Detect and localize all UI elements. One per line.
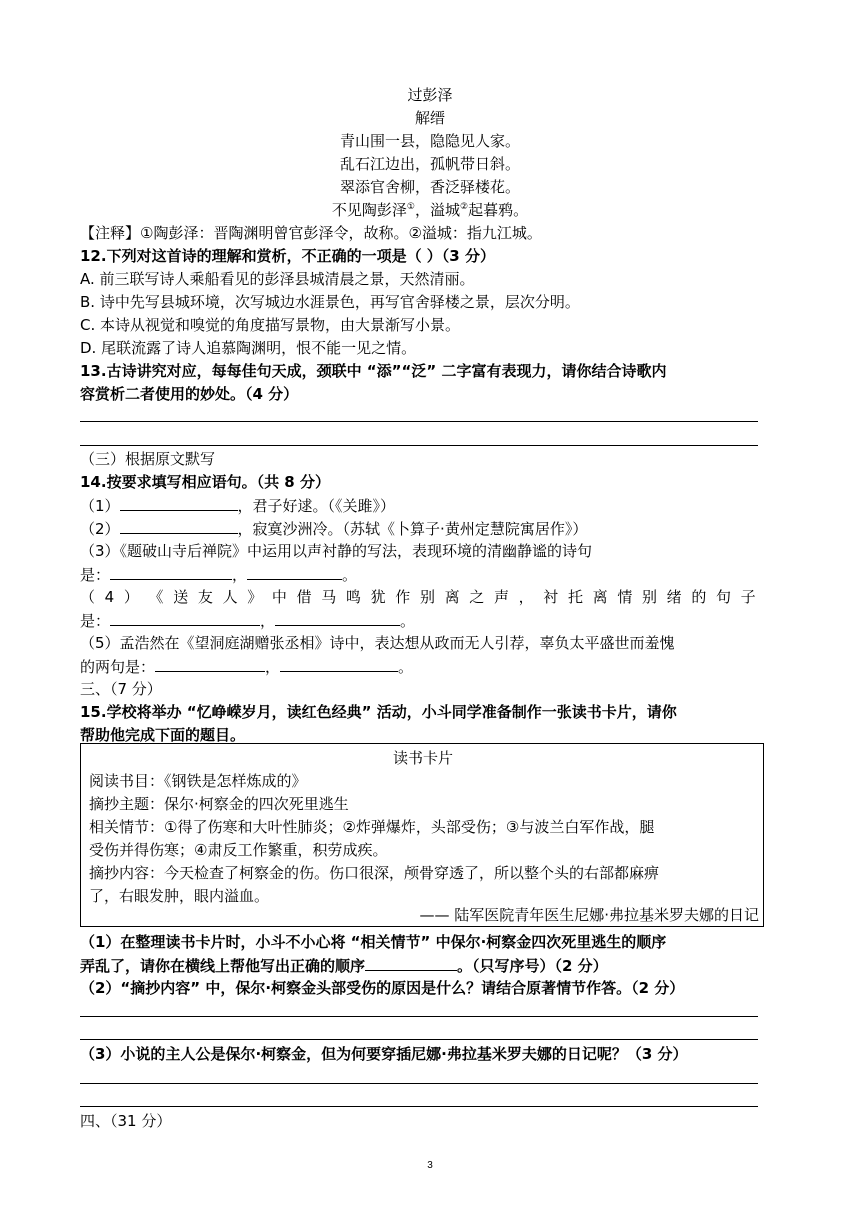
fill-blank[interactable] [247, 563, 342, 580]
poem-author: 解缙 [414, 109, 445, 127]
fill-blank[interactable] [120, 494, 238, 511]
reading-card [80, 743, 764, 927]
q12-option-d: D. 尾联流露了诗人追慕陶渊明，恨不能一见之情。 [80, 339, 417, 357]
q12-option-c: C. 本诗从视觉和嗅觉的角度描写景物，由大景渐写小景。 [80, 316, 461, 334]
answer-line[interactable] [80, 421, 758, 422]
answer-line[interactable] [80, 1083, 758, 1084]
q15-line-1: 15.学校将举办 “忆峥嵘岁月，读红色经典” 活动，小斗同学准备制作一张读书卡片，请你 [80, 703, 677, 721]
spaced-char: 声 [493, 588, 509, 606]
card-source: —— 陆军医院青年医生尼娜·弗拉基米罗夫娜的日记 [419, 906, 759, 924]
item-prefix: 是： [80, 612, 111, 630]
q14-item-4-line-1 [80, 586, 780, 609]
item-prefix: 的两句是： [80, 658, 156, 676]
q15-sub1-text-a: 弄乱了，请你在横线上帮他写出正确的顺序 [80, 957, 366, 975]
spaced-sentence [80, 586, 756, 609]
q14-stem: 14.按要求填写相应语句。（共 8 分） [80, 473, 330, 491]
spaced-char: 马 [321, 588, 337, 606]
card-title: 读书卡片 [392, 749, 453, 767]
card-book: 阅读书目：《钢铁是怎样炼成的》 [89, 772, 307, 790]
card-plot-line-1: 相关情节：①得了伤寒和大叶性肺炎；②炸弹爆炸，头部受伤；③与波兰白军作战，腿 [89, 818, 655, 836]
spaced-char: 借 [296, 588, 312, 606]
spaced-char: 犹 [370, 588, 386, 606]
spaced-char: 中 [271, 588, 287, 606]
item-number: （1） [80, 497, 120, 515]
period: 。 [400, 612, 416, 630]
period: 。 [342, 566, 358, 584]
spaced-char: 《 [148, 588, 164, 606]
answer-line[interactable] [80, 1039, 758, 1040]
fill-blank[interactable] [120, 517, 238, 534]
spaced-char: 绪 [666, 588, 682, 606]
card-theme: 摘抄主题：保尔·柯察金的四次死里逃生 [89, 795, 349, 813]
spaced-char: 别 [641, 588, 657, 606]
q15-sub1-line-1: （1）在整理读书卡片时，小斗不小心将 “相关情节” 中保尔·柯察金四次死里逃生的顺序 [80, 933, 667, 951]
spaced-char: 鸣 [345, 588, 361, 606]
comma: ， [260, 612, 276, 630]
part-heading: 四、（31 分） [80, 1112, 172, 1130]
q12-option-a: A. 前三联写诗人乘船看见的彭泽县城清晨之景，天然清丽。 [80, 270, 475, 288]
poem-line-1: 青山围一县，隐隐见人家。 [339, 132, 520, 150]
answer-line[interactable] [80, 1106, 758, 1107]
poem-line-4-part-b: ，溢城 [414, 201, 460, 219]
poem-line-2: 乱石江边出，孤帆带日斜。 [339, 155, 520, 173]
card-excerpt-line-1: 摘抄内容：今天检查了柯察金的伤。伤口很深，颅骨穿透了，所以整个头的右部都麻痹 [89, 864, 660, 882]
item-text: ，寂寞沙洲冷。（苏轼《卜算子·黄州定慧院寓居作》） [237, 520, 588, 538]
q12-option-b: B. 诗中先写县城环境，次写城边水涯景色，再写官舍驿楼之景，层次分明。 [80, 293, 580, 311]
page-number: 3 [427, 1160, 433, 1171]
spaced-char: ， [518, 588, 534, 606]
spaced-char: 离 [444, 588, 460, 606]
q15-line-2: 帮助他完成下面的题目。 [80, 726, 246, 744]
q15-sub1-line-2 [80, 954, 780, 978]
fill-blank[interactable] [110, 563, 232, 580]
spaced-char: ） [123, 588, 139, 606]
footnote-mark-2: ② [460, 202, 469, 212]
q15-sub3: （3）小说的主人公是保尔·柯察金，但为何要穿插尼娜·弗拉基米罗夫娜的日记呢？（3 分） [80, 1045, 688, 1063]
spaced-char: 托 [567, 588, 583, 606]
spaced-char: 衬 [543, 588, 559, 606]
comma: ， [232, 566, 248, 584]
q14-item-4-line-2 [80, 609, 780, 633]
poem-title: 过彭泽 [407, 86, 453, 104]
q14-item-3-line-1: （3）《题破山寺后禅院》中运用以声衬静的写法，表现环境的清幽静谧的诗句 [80, 542, 593, 560]
poem-note: 【注释】①陶彭泽：晋陶渊明曾官彭泽令，故称。②溢城：指九江城。 [80, 224, 542, 242]
q13-line-1: 13.古诗讲究对应，每每佳句天成，颈联中 “添”“泛” 二字富有表现力，请你结合诗歌内 [80, 362, 667, 380]
q14-item-1 [80, 494, 780, 518]
fill-blank[interactable] [280, 655, 398, 672]
spaced-char: 别 [419, 588, 435, 606]
poem-line-4-part-c: 起暮鸦。 [468, 201, 529, 219]
spaced-char: 的 [691, 588, 707, 606]
spaced-char: 情 [617, 588, 633, 606]
spaced-char: 》 [247, 588, 263, 606]
footnote-mark-1: ① [406, 202, 415, 212]
poem-line-3: 翠添官舍柳，香泛驿楼花。 [339, 178, 520, 196]
q14-item-5-line-1: （5）孟浩然在《望洞庭湖赠张丞相》诗中，表达想从政而无人引荐，辜负太平盛世而羞愧 [80, 634, 675, 652]
q12-stem: 12.下列对这首诗的理解和赏析，不正确的一项是（ ）（3 分） [80, 247, 495, 265]
card-excerpt-line-2: 了，右眼发肿，眼内溢血。 [89, 887, 270, 905]
q14-item-5-line-2 [80, 655, 780, 679]
q14-item-3-line-2 [80, 563, 780, 587]
spaced-char: 友 [197, 588, 213, 606]
fill-blank[interactable] [110, 609, 260, 626]
poem-line-4 [0, 199, 860, 222]
comma: ， [265, 658, 281, 676]
q15-sub1-text-b: 。（只写序号）（2 分） [457, 957, 608, 975]
item-number: （2） [80, 520, 120, 538]
item-text: ，君子好逑。（《关雎》） [237, 497, 396, 515]
q14-item-2 [80, 517, 780, 541]
spaced-char: 之 [469, 588, 485, 606]
poem-line-4-part-a: 不见陶彭泽 [331, 201, 407, 219]
answer-line[interactable] [80, 1016, 758, 1017]
spaced-char: 子 [740, 588, 756, 606]
fill-blank[interactable] [155, 655, 265, 672]
period: 。 [398, 658, 414, 676]
answer-line[interactable] [80, 445, 758, 446]
fill-blank[interactable] [365, 954, 457, 971]
card-plot-line-2: 受伤并得伤寒；④肃反工作繁重，积劳成疾。 [89, 841, 388, 859]
spaced-char: 4 [104, 588, 115, 606]
spaced-char: （ [80, 588, 96, 606]
q15-sub2: （2）“摘抄内容” 中，保尔·柯察金头部受伤的原因是什么？请结合原著情节作答。（2 分） [80, 979, 685, 997]
spaced-char: 送 [173, 588, 189, 606]
fill-blank[interactable] [275, 609, 400, 626]
item-prefix: 是： [80, 566, 111, 584]
part-heading: 三、（7 分） [80, 680, 162, 698]
section-heading: （三）根据原文默写 [80, 450, 216, 468]
q13-line-2: 容赏析二者使用的妙处。（4 分） [80, 385, 299, 403]
spaced-char: 离 [592, 588, 608, 606]
spaced-char: 人 [222, 588, 238, 606]
spaced-char: 作 [395, 588, 411, 606]
spaced-char: 句 [716, 588, 732, 606]
